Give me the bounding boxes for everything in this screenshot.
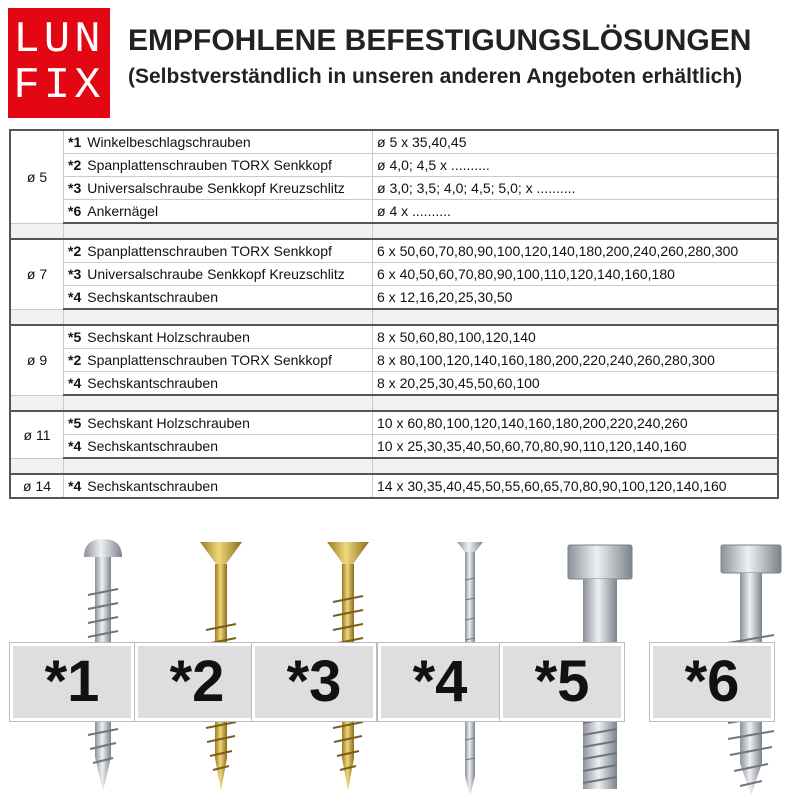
table-row (10, 177, 778, 200)
product-label-3: *3 (252, 643, 376, 721)
product-name: Universalschraube Senkkopf Kreuzschlitz (87, 180, 345, 196)
product-cell (64, 263, 373, 286)
product-label-4: *4 (378, 643, 502, 721)
product-cell (64, 435, 373, 459)
spacer-row (10, 395, 778, 411)
logo-line-2: FIX (13, 61, 105, 111)
fastener-table (9, 129, 779, 499)
table-row (10, 154, 778, 177)
diameter-cell: ø 5 (10, 130, 64, 223)
spacer-row (10, 458, 778, 474)
product-cell (64, 349, 373, 372)
product-cell (64, 177, 373, 200)
product-ref: *3 (68, 180, 82, 196)
product-cell (64, 239, 373, 263)
sizes-cell: 14 x 30,35,40,45,50,55,60,65,70,80,90,100,120,140,160 (373, 474, 779, 498)
product-cell (64, 325, 373, 349)
table-row (10, 286, 778, 310)
table-row (10, 474, 778, 498)
lunfix-logo (8, 8, 110, 118)
product-ref: *2 (68, 243, 82, 259)
product-name: Sechskantschrauben (87, 438, 218, 454)
sizes-cell: 6 x 40,50,60,70,80,90,100,110,120,140,160,180 (373, 263, 779, 286)
product-cell (64, 372, 373, 396)
product-label-5: *5 (500, 643, 624, 721)
product-cell (64, 154, 373, 177)
page-title: EMPFOHLENE BEFESTIGUNGSLÖSUNGEN (128, 24, 752, 57)
sizes-cell: 10 x 60,80,100,120,140,160,180,200,220,240,260 (373, 411, 779, 435)
sizes-cell: ø 4,0; 4,5 x .......... (373, 154, 779, 177)
product-label-6: *6 (650, 643, 774, 721)
table-row (10, 349, 778, 372)
product-name: Sechskant Holzschrauben (87, 329, 250, 345)
product-name: Sechskantschrauben (87, 289, 218, 305)
product-ref: *4 (68, 478, 82, 494)
table-row (10, 372, 778, 396)
product-ref: *3 (68, 266, 82, 282)
product-name: Winkelbeschlagschrauben (87, 134, 251, 150)
logo-line-1: LUN (13, 15, 105, 65)
product-cell (64, 130, 373, 154)
sizes-cell: 6 x 50,60,70,80,90,100,120,140,180,200,240,260,280,300 (373, 239, 779, 263)
sizes-cell: 10 x 25,30,35,40,50,60,70,80,90,110,120,140,160 (373, 435, 779, 459)
product-ref: *6 (68, 203, 82, 219)
product-ref: *2 (68, 352, 82, 368)
product-ref: *4 (68, 375, 82, 391)
diameter-cell: ø 14 (10, 474, 64, 498)
product-cell (64, 474, 373, 498)
sizes-cell: 8 x 20,25,30,45,50,60,100 (373, 372, 779, 396)
table-row (10, 263, 778, 286)
sizes-cell: ø 3,0; 3,5; 4,0; 4,5; 5,0; x .......... (373, 177, 779, 200)
product-cell (64, 286, 373, 310)
product-ref: *5 (68, 329, 82, 345)
sizes-cell: ø 4 x .......... (373, 200, 779, 224)
product-ref: *4 (68, 289, 82, 305)
spacer-row (10, 223, 778, 239)
table-row (10, 239, 778, 263)
product-name: Spanplattenschrauben TORX Senkkopf (87, 243, 332, 259)
page-subtitle: (Selbstverständlich in unseren anderen Angeboten erhältlich) (128, 65, 743, 88)
product-ref: *1 (68, 134, 82, 150)
table-row (10, 435, 778, 459)
table-row (10, 411, 778, 435)
product-name: Ankernägel (87, 203, 159, 219)
sizes-cell: 8 x 50,60,80,100,120,140 (373, 325, 779, 349)
table-row (10, 325, 778, 349)
product-name: Sechskantschrauben (87, 478, 218, 494)
product-name: Universalschraube Senkkopf Kreuzschlitz (87, 266, 345, 282)
product-label-1: *1 (10, 643, 134, 721)
sizes-cell: ø 5 x 35,40,45 (373, 130, 779, 154)
table-row (10, 130, 778, 154)
product-ref: *2 (68, 157, 82, 173)
product-ref: *5 (68, 415, 82, 431)
sizes-cell: 8 x 80,100,120,140,160,180,200,220,240,260,280,300 (373, 349, 779, 372)
product-label-2: *2 (135, 643, 259, 721)
product-cell (64, 200, 373, 224)
diameter-cell: ø 9 (10, 325, 64, 395)
diameter-cell: ø 7 (10, 239, 64, 309)
product-name: Spanplattenschrauben TORX Senkkopf (87, 157, 332, 173)
product-cell (64, 411, 373, 435)
product-name: Sechskantschrauben (87, 375, 218, 391)
diameter-cell: ø 11 (10, 411, 64, 458)
spacer-row (10, 309, 778, 325)
product-name: Spanplattenschrauben TORX Senkkopf (87, 352, 332, 368)
product-gallery (0, 535, 800, 800)
sizes-cell: 6 x 12,16,20,25,30,50 (373, 286, 779, 310)
product-ref: *4 (68, 438, 82, 454)
product-name: Sechskant Holzschrauben (87, 415, 250, 431)
table-row (10, 200, 778, 224)
